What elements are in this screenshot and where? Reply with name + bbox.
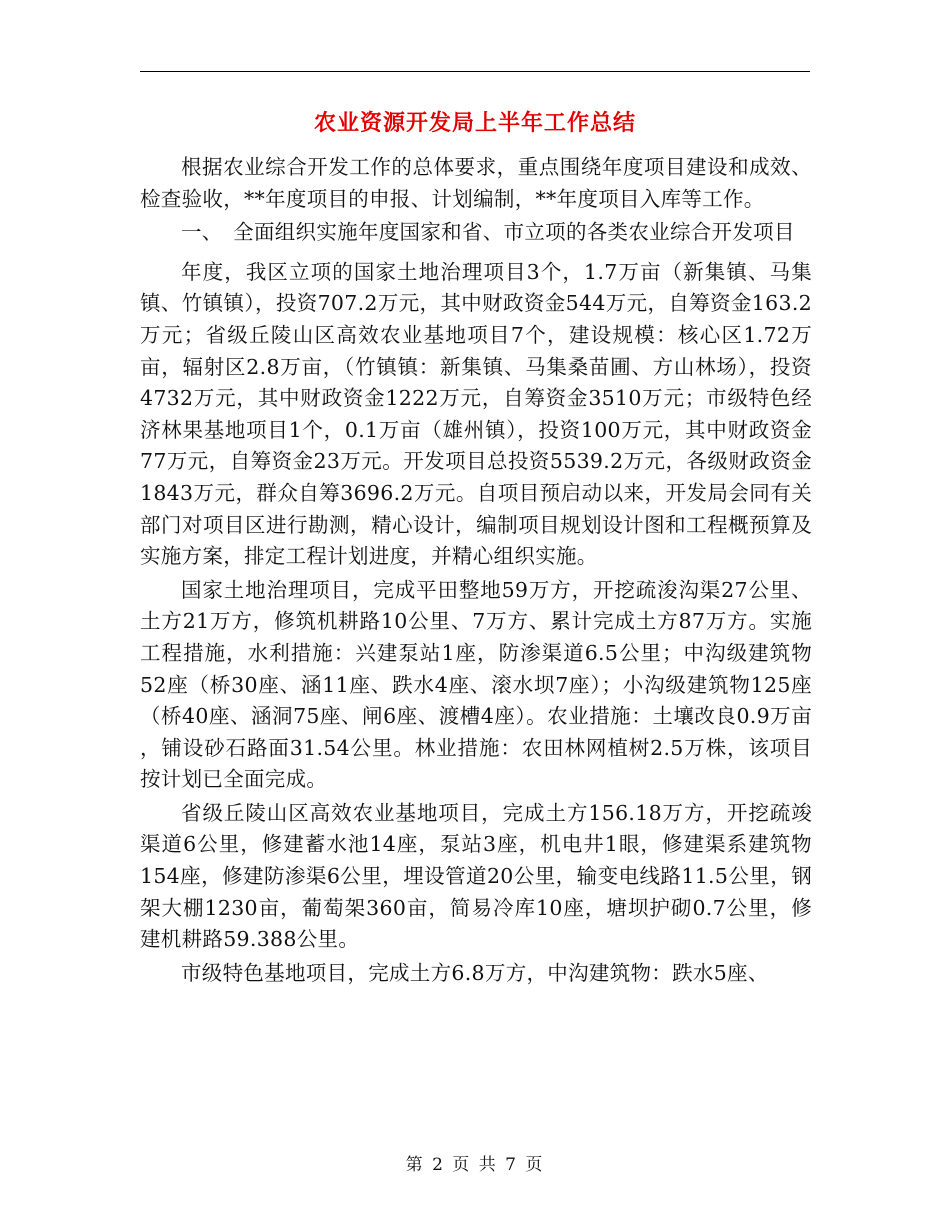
header-rule bbox=[140, 71, 810, 72]
provincial-project-paragraph: 省级丘陵山区高效农业基地项目，完成土方156.18万方，开挖疏竣渠道6公里，修建蓄水池14座，泵站3座，机电井1眼，修建渠系建筑物154座，修建防渗渠6公里，埋设管道20公里，输变电线路11.5公里，钢架大棚1230亩，葡萄架360亩，简易冷库10座，塘坝护砌0.7公里，修建机耕路59.388公里。 bbox=[140, 800, 812, 952]
project-overview-paragraph: 年度，我区立项的国家土地治理项目3个，1.7万亩（新集镇、马集镇、竹镇镇），投资707.2万元，其中财政资金544万元，自筹资金163.2万元；省级丘陵山区高效农业基地项目7个，建设规模：核心区1.72万亩，辐射区2.8万亩，（竹镇镇：新集镇、马集桑苗圃、方山林场），投资4732万元，其中财政资金1222万元，自筹资金3510万元；市级特色经济林果基地项目1个，0.1万亩（雄州镇），投资100万元，其中财政资金77万元，自筹资金23万元。开发项目总投资5539.2万元，各级财政资金1843万元，群众自筹3696.2万元。自项目预启动以来，开发局会同有关部门对项目区进行勘测，精心设计，编制项目规划设计图和工程概预算及实施方案，排定工程计划进度，并精心组织实施。 bbox=[140, 259, 812, 569]
national-project-paragraph: 国家土地治理项目，完成平田整地59万方，开挖疏浚沟渠27公里、土方21万方，修筑机耕路10公里、7万方、累计完成土方87万方。实施工程措施，水利措施：兴建泵站1座，防渗渠道6.5公里；中沟级建筑物52座（桥30座、涵11座、跌水4座、滚水坝7座）；小沟级建筑物125座（桥40座、涵洞75座、闸6座、渡槽4座）。农业措施：土壤改良0.9万亩 ，铺设砂石路面31.54公里。林业措施：农田林网植树2.5万株，该项目按计划已全面完成。 bbox=[140, 577, 812, 792]
municipal-project-paragraph: 市级特色基地项目，完成土方6.8万方，中沟建筑物：跌水5座、 bbox=[181, 960, 769, 985]
intro-paragraph: 根据农业综合开发工作的总体要求，重点围绕年度项目建设和成效、检查验收，**年度项目的申报、计划编制，**年度项目入库等工作。 bbox=[140, 155, 812, 211]
section-heading-1: 一、 全面组织实施年度国家和省、市立项的各类农业综合开发项目 bbox=[181, 220, 795, 245]
document-title: 农业资源开发局上半年工作总结 bbox=[313, 111, 636, 136]
document-body bbox=[140, 152, 812, 991]
page-number-footer: 第 2 页 共 7 页 bbox=[405, 1155, 545, 1175]
